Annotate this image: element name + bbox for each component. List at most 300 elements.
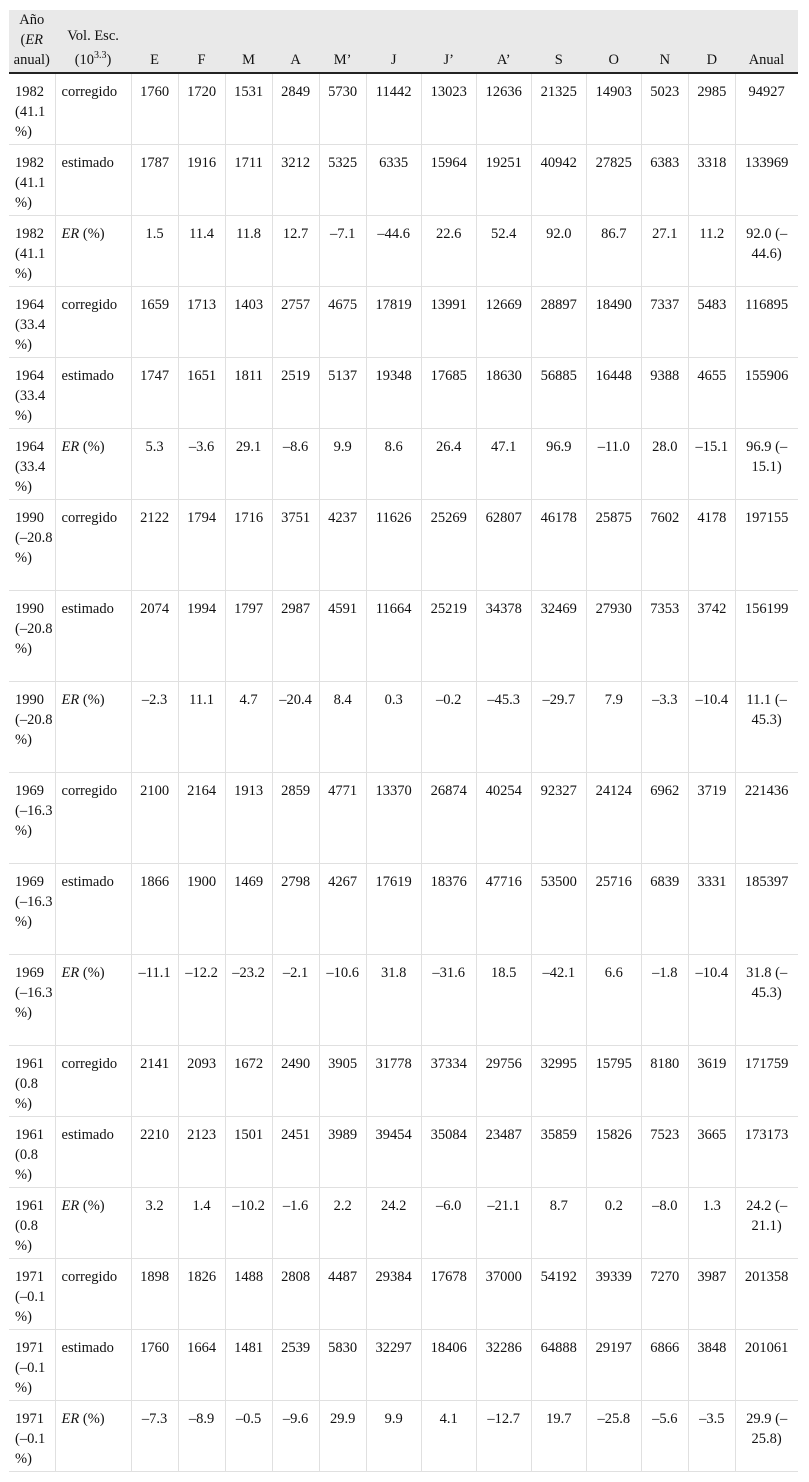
month-value-cell: –7.3 — [131, 1400, 178, 1471]
month-value-cell: 29.1 — [225, 428, 272, 499]
month-value-cell: 13023 — [421, 73, 476, 144]
annual-value-cell: 31.8 (–45.3) — [735, 954, 797, 1045]
month-value-cell: 15964 — [421, 144, 476, 215]
month-value-cell: 4178 — [688, 499, 735, 590]
table-body — [9, 73, 798, 1471]
month-value-cell: 37334 — [421, 1045, 476, 1116]
kind-label: ER — [61, 1197, 80, 1214]
month-value-cell: 29756 — [476, 1045, 531, 1116]
month-value-cell: 1.3 — [688, 1187, 735, 1258]
month-value-cell: 32297 — [366, 1329, 421, 1400]
month-value-cell: 23487 — [476, 1116, 531, 1187]
month-value-cell: –8.9 — [178, 1400, 225, 1471]
month-value-cell: –10.6 — [319, 954, 366, 1045]
kind-cell: corregido — [55, 286, 131, 357]
month-value-cell: –21.1 — [476, 1187, 531, 1258]
month-value-cell: 4655 — [688, 357, 735, 428]
kind-cell: estimado — [55, 144, 131, 215]
month-value-cell: 3719 — [688, 772, 735, 863]
month-value-cell: 5023 — [641, 73, 688, 144]
month-value-cell: 52.4 — [476, 215, 531, 286]
month-value-cell: 92.0 — [531, 215, 586, 286]
kind-cell: ER (%) — [55, 954, 131, 1045]
month-value-cell: 4.1 — [421, 1400, 476, 1471]
month-value-cell: –12.7 — [476, 1400, 531, 1471]
kind-label: ER — [61, 691, 80, 708]
month-value-cell: 39454 — [366, 1116, 421, 1187]
kind-label: ER — [61, 225, 80, 242]
year-cell: 1990 (–20.8 %) — [9, 590, 55, 681]
kind-cell: ER (%) — [55, 681, 131, 772]
month-value-cell: 2093 — [178, 1045, 225, 1116]
month-value-cell: –2.1 — [272, 954, 319, 1045]
month-value-cell: –8.6 — [272, 428, 319, 499]
table-row — [9, 863, 798, 954]
annual-value-cell: 201358 — [735, 1258, 797, 1329]
table-row — [9, 1116, 798, 1187]
header-annual: Anual — [735, 10, 797, 73]
month-value-cell: –11.1 — [131, 954, 178, 1045]
month-value-cell: 14903 — [586, 73, 641, 144]
kind-cell: ER (%) — [55, 1187, 131, 1258]
kind-cell: estimado — [55, 590, 131, 681]
month-value-cell: 2.2 — [319, 1187, 366, 1258]
month-value-cell: 46178 — [531, 499, 586, 590]
month-value-cell: –44.6 — [366, 215, 421, 286]
month-value-cell: 2849 — [272, 73, 319, 144]
month-value-cell: 24124 — [586, 772, 641, 863]
month-value-cell: 19.7 — [531, 1400, 586, 1471]
kind-cell: corregido — [55, 772, 131, 863]
annual-value-cell: 11.1 (–45.3) — [735, 681, 797, 772]
month-value-cell: 12636 — [476, 73, 531, 144]
kind-cell: corregido — [55, 1258, 131, 1329]
month-value-cell: 21325 — [531, 73, 586, 144]
month-value-cell: 1469 — [225, 863, 272, 954]
annual-value-cell: 133969 — [735, 144, 797, 215]
month-value-cell: 11.1 — [178, 681, 225, 772]
year-cell: 1982 (41.1 %) — [9, 73, 55, 144]
month-value-cell: 18630 — [476, 357, 531, 428]
annual-value-cell: 221436 — [735, 772, 797, 863]
header-month: O — [586, 10, 641, 73]
month-value-cell: 19251 — [476, 144, 531, 215]
data-table — [9, 10, 798, 1472]
month-value-cell: 4267 — [319, 863, 366, 954]
month-value-cell: 2490 — [272, 1045, 319, 1116]
kind-cell: estimado — [55, 357, 131, 428]
month-value-cell: 29.9 — [319, 1400, 366, 1471]
table-row — [9, 1400, 798, 1471]
month-value-cell: 32469 — [531, 590, 586, 681]
annual-value-cell: 94927 — [735, 73, 797, 144]
annual-value-cell: 185397 — [735, 863, 797, 954]
year-cell: 1990 (–20.8 %) — [9, 681, 55, 772]
month-value-cell: 25269 — [421, 499, 476, 590]
month-value-cell: 2757 — [272, 286, 319, 357]
year-cell: 1961 (0.8 %) — [9, 1187, 55, 1258]
month-value-cell: 6383 — [641, 144, 688, 215]
month-value-cell: –42.1 — [531, 954, 586, 1045]
month-value-cell: 7523 — [641, 1116, 688, 1187]
kind-cell: estimado — [55, 1329, 131, 1400]
month-value-cell: 6335 — [366, 144, 421, 215]
month-value-cell: 1898 — [131, 1258, 178, 1329]
month-value-cell: 47716 — [476, 863, 531, 954]
month-value-cell: 9.9 — [366, 1400, 421, 1471]
header-month: M’ — [319, 10, 366, 73]
month-value-cell: 32995 — [531, 1045, 586, 1116]
month-value-cell: 3989 — [319, 1116, 366, 1187]
annual-value-cell: 92.0 (–44.6) — [735, 215, 797, 286]
month-value-cell: 1711 — [225, 144, 272, 215]
month-value-cell: 11664 — [366, 590, 421, 681]
year-cell: 1982 (41.1 %) — [9, 215, 55, 286]
month-value-cell: 1531 — [225, 73, 272, 144]
year-cell: 1971 (–0.1 %) — [9, 1329, 55, 1400]
month-value-cell: –1.6 — [272, 1187, 319, 1258]
month-value-cell: –3.3 — [641, 681, 688, 772]
month-value-cell: 27.1 — [641, 215, 688, 286]
month-value-cell: 18376 — [421, 863, 476, 954]
table-row — [9, 1329, 798, 1400]
kind-cell: ER (%) — [55, 215, 131, 286]
month-value-cell: 1760 — [131, 1329, 178, 1400]
month-value-cell: 25716 — [586, 863, 641, 954]
month-value-cell: 7.9 — [586, 681, 641, 772]
month-value-cell: –0.5 — [225, 1400, 272, 1471]
header-month: A — [272, 10, 319, 73]
month-value-cell: 1501 — [225, 1116, 272, 1187]
month-value-cell: 2798 — [272, 863, 319, 954]
month-value-cell: 2519 — [272, 357, 319, 428]
month-value-cell: 1794 — [178, 499, 225, 590]
month-value-cell: 26.4 — [421, 428, 476, 499]
month-value-cell: 25875 — [586, 499, 641, 590]
table-row — [9, 73, 798, 144]
month-value-cell: 3751 — [272, 499, 319, 590]
month-value-cell: 4771 — [319, 772, 366, 863]
month-value-cell: 47.1 — [476, 428, 531, 499]
month-value-cell: 1866 — [131, 863, 178, 954]
header-month: N — [641, 10, 688, 73]
year-cell: 1964 (33.4 %) — [9, 286, 55, 357]
month-value-cell: 15826 — [586, 1116, 641, 1187]
month-value-cell: 3987 — [688, 1258, 735, 1329]
month-value-cell: 5730 — [319, 73, 366, 144]
header-month: S — [531, 10, 586, 73]
month-value-cell: 54192 — [531, 1258, 586, 1329]
month-value-cell: 2985 — [688, 73, 735, 144]
month-value-cell: 4237 — [319, 499, 366, 590]
month-value-cell: 11.2 — [688, 215, 735, 286]
annual-value-cell: 197155 — [735, 499, 797, 590]
table-row — [9, 954, 798, 1045]
month-value-cell: 3848 — [688, 1329, 735, 1400]
month-value-cell: 1747 — [131, 357, 178, 428]
month-value-cell: 29384 — [366, 1258, 421, 1329]
month-value-cell: 1672 — [225, 1045, 272, 1116]
month-value-cell: 3331 — [688, 863, 735, 954]
month-value-cell: 7270 — [641, 1258, 688, 1329]
year-cell: 1969 (–16.3 %) — [9, 954, 55, 1045]
month-value-cell: 7353 — [641, 590, 688, 681]
month-value-cell: 12669 — [476, 286, 531, 357]
annual-value-cell: 29.9 (–25.8) — [735, 1400, 797, 1471]
month-value-cell: 0.2 — [586, 1187, 641, 1258]
month-value-cell: 5830 — [319, 1329, 366, 1400]
month-value-cell: 11442 — [366, 73, 421, 144]
month-value-cell: 3905 — [319, 1045, 366, 1116]
table-row — [9, 681, 798, 772]
month-value-cell: 9.9 — [319, 428, 366, 499]
month-value-cell: 1403 — [225, 286, 272, 357]
header-month: A’ — [476, 10, 531, 73]
table-row — [9, 1187, 798, 1258]
month-value-cell: –10.2 — [225, 1187, 272, 1258]
month-value-cell: 3619 — [688, 1045, 735, 1116]
month-value-cell: –29.7 — [531, 681, 586, 772]
month-value-cell: –11.0 — [586, 428, 641, 499]
month-value-cell: –12.2 — [178, 954, 225, 1045]
year-cell: 1971 (–0.1 %) — [9, 1400, 55, 1471]
month-value-cell: 18490 — [586, 286, 641, 357]
month-value-cell: 6.6 — [586, 954, 641, 1045]
kind-cell: corregido — [55, 1045, 131, 1116]
month-value-cell: –3.6 — [178, 428, 225, 499]
table-row — [9, 357, 798, 428]
kind-cell: corregido — [55, 73, 131, 144]
month-value-cell: 37000 — [476, 1258, 531, 1329]
month-value-cell: 39339 — [586, 1258, 641, 1329]
month-value-cell: 1787 — [131, 144, 178, 215]
month-value-cell: 2539 — [272, 1329, 319, 1400]
month-value-cell: 3.2 — [131, 1187, 178, 1258]
month-value-cell: 1913 — [225, 772, 272, 863]
month-value-cell: 6866 — [641, 1329, 688, 1400]
table-row — [9, 144, 798, 215]
year-cell: 1971 (–0.1 %) — [9, 1258, 55, 1329]
month-value-cell: –15.1 — [688, 428, 735, 499]
month-value-cell: 4591 — [319, 590, 366, 681]
year-cell: 1982 (41.1 %) — [9, 144, 55, 215]
month-value-cell: –7.1 — [319, 215, 366, 286]
month-value-cell: 5.3 — [131, 428, 178, 499]
month-value-cell: 11626 — [366, 499, 421, 590]
year-cell: 1990 (–20.8 %) — [9, 499, 55, 590]
table-row — [9, 428, 798, 499]
month-value-cell: 62807 — [476, 499, 531, 590]
header-volume: Vol. Esc. $(10^{3.3})$ — [55, 10, 131, 73]
month-value-cell: 6839 — [641, 863, 688, 954]
month-value-cell: 18406 — [421, 1329, 476, 1400]
month-value-cell: 5325 — [319, 144, 366, 215]
month-value-cell: 6962 — [641, 772, 688, 863]
month-value-cell: 2859 — [272, 772, 319, 863]
year-cell: 1961 (0.8 %) — [9, 1045, 55, 1116]
table-row — [9, 1045, 798, 1116]
month-value-cell: 3212 — [272, 144, 319, 215]
month-value-cell: –8.0 — [641, 1187, 688, 1258]
annual-value-cell: 96.9 (–15.1) — [735, 428, 797, 499]
month-value-cell: 1900 — [178, 863, 225, 954]
header-month: M — [225, 10, 272, 73]
table-row — [9, 215, 798, 286]
month-value-cell: –45.3 — [476, 681, 531, 772]
month-value-cell: 27825 — [586, 144, 641, 215]
month-value-cell: 26874 — [421, 772, 476, 863]
table-row — [9, 499, 798, 590]
year-cell: 1964 (33.4 %) — [9, 428, 55, 499]
month-value-cell: 7602 — [641, 499, 688, 590]
month-value-cell: 40254 — [476, 772, 531, 863]
header-month: E — [131, 10, 178, 73]
month-value-cell: 29197 — [586, 1329, 641, 1400]
month-value-cell: –10.4 — [688, 954, 735, 1045]
month-value-cell: 8180 — [641, 1045, 688, 1116]
kind-cell: corregido — [55, 499, 131, 590]
year-cell: 1969 (–16.3 %) — [9, 772, 55, 863]
month-value-cell: 3665 — [688, 1116, 735, 1187]
month-value-cell: 16448 — [586, 357, 641, 428]
month-value-cell: 17619 — [366, 863, 421, 954]
month-value-cell: 2987 — [272, 590, 319, 681]
month-value-cell: 2123 — [178, 1116, 225, 1187]
month-value-cell: 1659 — [131, 286, 178, 357]
month-value-cell: 13370 — [366, 772, 421, 863]
month-value-cell: 8.7 — [531, 1187, 586, 1258]
month-value-cell: 9388 — [641, 357, 688, 428]
header-row — [9, 10, 798, 73]
table-row — [9, 286, 798, 357]
month-value-cell: 7337 — [641, 286, 688, 357]
month-value-cell: 25219 — [421, 590, 476, 681]
month-value-cell: 35859 — [531, 1116, 586, 1187]
month-value-cell: 2141 — [131, 1045, 178, 1116]
month-value-cell: 13991 — [421, 286, 476, 357]
annual-value-cell: 116895 — [735, 286, 797, 357]
month-value-cell: 53500 — [531, 863, 586, 954]
month-value-cell: 1481 — [225, 1329, 272, 1400]
month-value-cell: 92327 — [531, 772, 586, 863]
header-month: J’ — [421, 10, 476, 73]
table-row — [9, 1258, 798, 1329]
year-cell: 1961 (0.8 %) — [9, 1116, 55, 1187]
annual-value-cell: 201061 — [735, 1329, 797, 1400]
month-value-cell: –2.3 — [131, 681, 178, 772]
month-value-cell: 2451 — [272, 1116, 319, 1187]
month-value-cell: 12.7 — [272, 215, 319, 286]
table-row — [9, 772, 798, 863]
month-value-cell: 8.6 — [366, 428, 421, 499]
month-value-cell: 1760 — [131, 73, 178, 144]
year-cell: 1969 (–16.3 %) — [9, 863, 55, 954]
annual-value-cell: 173173 — [735, 1116, 797, 1187]
month-value-cell: 2808 — [272, 1258, 319, 1329]
year-cell: 1964 (33.4 %) — [9, 357, 55, 428]
month-value-cell: 22.6 — [421, 215, 476, 286]
kind-cell: ER (%) — [55, 1400, 131, 1471]
month-value-cell: 40942 — [531, 144, 586, 215]
month-value-cell: –0.2 — [421, 681, 476, 772]
month-value-cell: 35084 — [421, 1116, 476, 1187]
month-value-cell: 31778 — [366, 1045, 421, 1116]
month-value-cell: 1.4 — [178, 1187, 225, 1258]
month-value-cell: 31.8 — [366, 954, 421, 1045]
month-value-cell: 1664 — [178, 1329, 225, 1400]
month-value-cell: 34378 — [476, 590, 531, 681]
month-value-cell: 8.4 — [319, 681, 366, 772]
month-value-cell: 1.5 — [131, 215, 178, 286]
month-value-cell: 1994 — [178, 590, 225, 681]
month-value-cell: 4675 — [319, 286, 366, 357]
month-value-cell: 5137 — [319, 357, 366, 428]
month-value-cell: –10.4 — [688, 681, 735, 772]
month-value-cell: 28.0 — [641, 428, 688, 499]
annual-value-cell: 156199 — [735, 590, 797, 681]
month-value-cell: 1716 — [225, 499, 272, 590]
annual-value-cell: 24.2 (–21.1) — [735, 1187, 797, 1258]
month-value-cell: 17685 — [421, 357, 476, 428]
month-value-cell: 96.9 — [531, 428, 586, 499]
month-value-cell: 11.4 — [178, 215, 225, 286]
month-value-cell: 32286 — [476, 1329, 531, 1400]
month-value-cell: –31.6 — [421, 954, 476, 1045]
month-value-cell: 18.5 — [476, 954, 531, 1045]
month-value-cell: 1916 — [178, 144, 225, 215]
month-value-cell: 1651 — [178, 357, 225, 428]
kind-cell: ER (%) — [55, 428, 131, 499]
month-value-cell: 17819 — [366, 286, 421, 357]
month-value-cell: 2164 — [178, 772, 225, 863]
kind-label: ER — [61, 438, 80, 455]
month-value-cell: 1488 — [225, 1258, 272, 1329]
month-value-cell: 1811 — [225, 357, 272, 428]
month-value-cell: –3.5 — [688, 1400, 735, 1471]
month-value-cell: 0.3 — [366, 681, 421, 772]
month-value-cell: 1713 — [178, 286, 225, 357]
month-value-cell: 1720 — [178, 73, 225, 144]
month-value-cell: 28897 — [531, 286, 586, 357]
month-value-cell: 1826 — [178, 1258, 225, 1329]
kind-cell: estimado — [55, 863, 131, 954]
month-value-cell: 64888 — [531, 1329, 586, 1400]
month-value-cell: 27930 — [586, 590, 641, 681]
month-value-cell: 2210 — [131, 1116, 178, 1187]
month-value-cell: 2100 — [131, 772, 178, 863]
month-value-cell: –23.2 — [225, 954, 272, 1045]
month-value-cell: 2074 — [131, 590, 178, 681]
kind-label: ER — [61, 964, 80, 981]
month-value-cell: –9.6 — [272, 1400, 319, 1471]
month-value-cell: 3318 — [688, 144, 735, 215]
header-year: Año (ER anual) — [9, 10, 55, 73]
month-value-cell: 4487 — [319, 1258, 366, 1329]
month-value-cell: 19348 — [366, 357, 421, 428]
month-value-cell: 17678 — [421, 1258, 476, 1329]
month-value-cell: –6.0 — [421, 1187, 476, 1258]
kind-label: ER — [61, 1410, 80, 1427]
month-value-cell: 86.7 — [586, 215, 641, 286]
month-value-cell: 56885 — [531, 357, 586, 428]
header-month: D — [688, 10, 735, 73]
month-value-cell: –5.6 — [641, 1400, 688, 1471]
month-value-cell: 2122 — [131, 499, 178, 590]
month-value-cell: 5483 — [688, 286, 735, 357]
month-value-cell: 1797 — [225, 590, 272, 681]
month-value-cell: 4.7 — [225, 681, 272, 772]
month-value-cell: –20.4 — [272, 681, 319, 772]
